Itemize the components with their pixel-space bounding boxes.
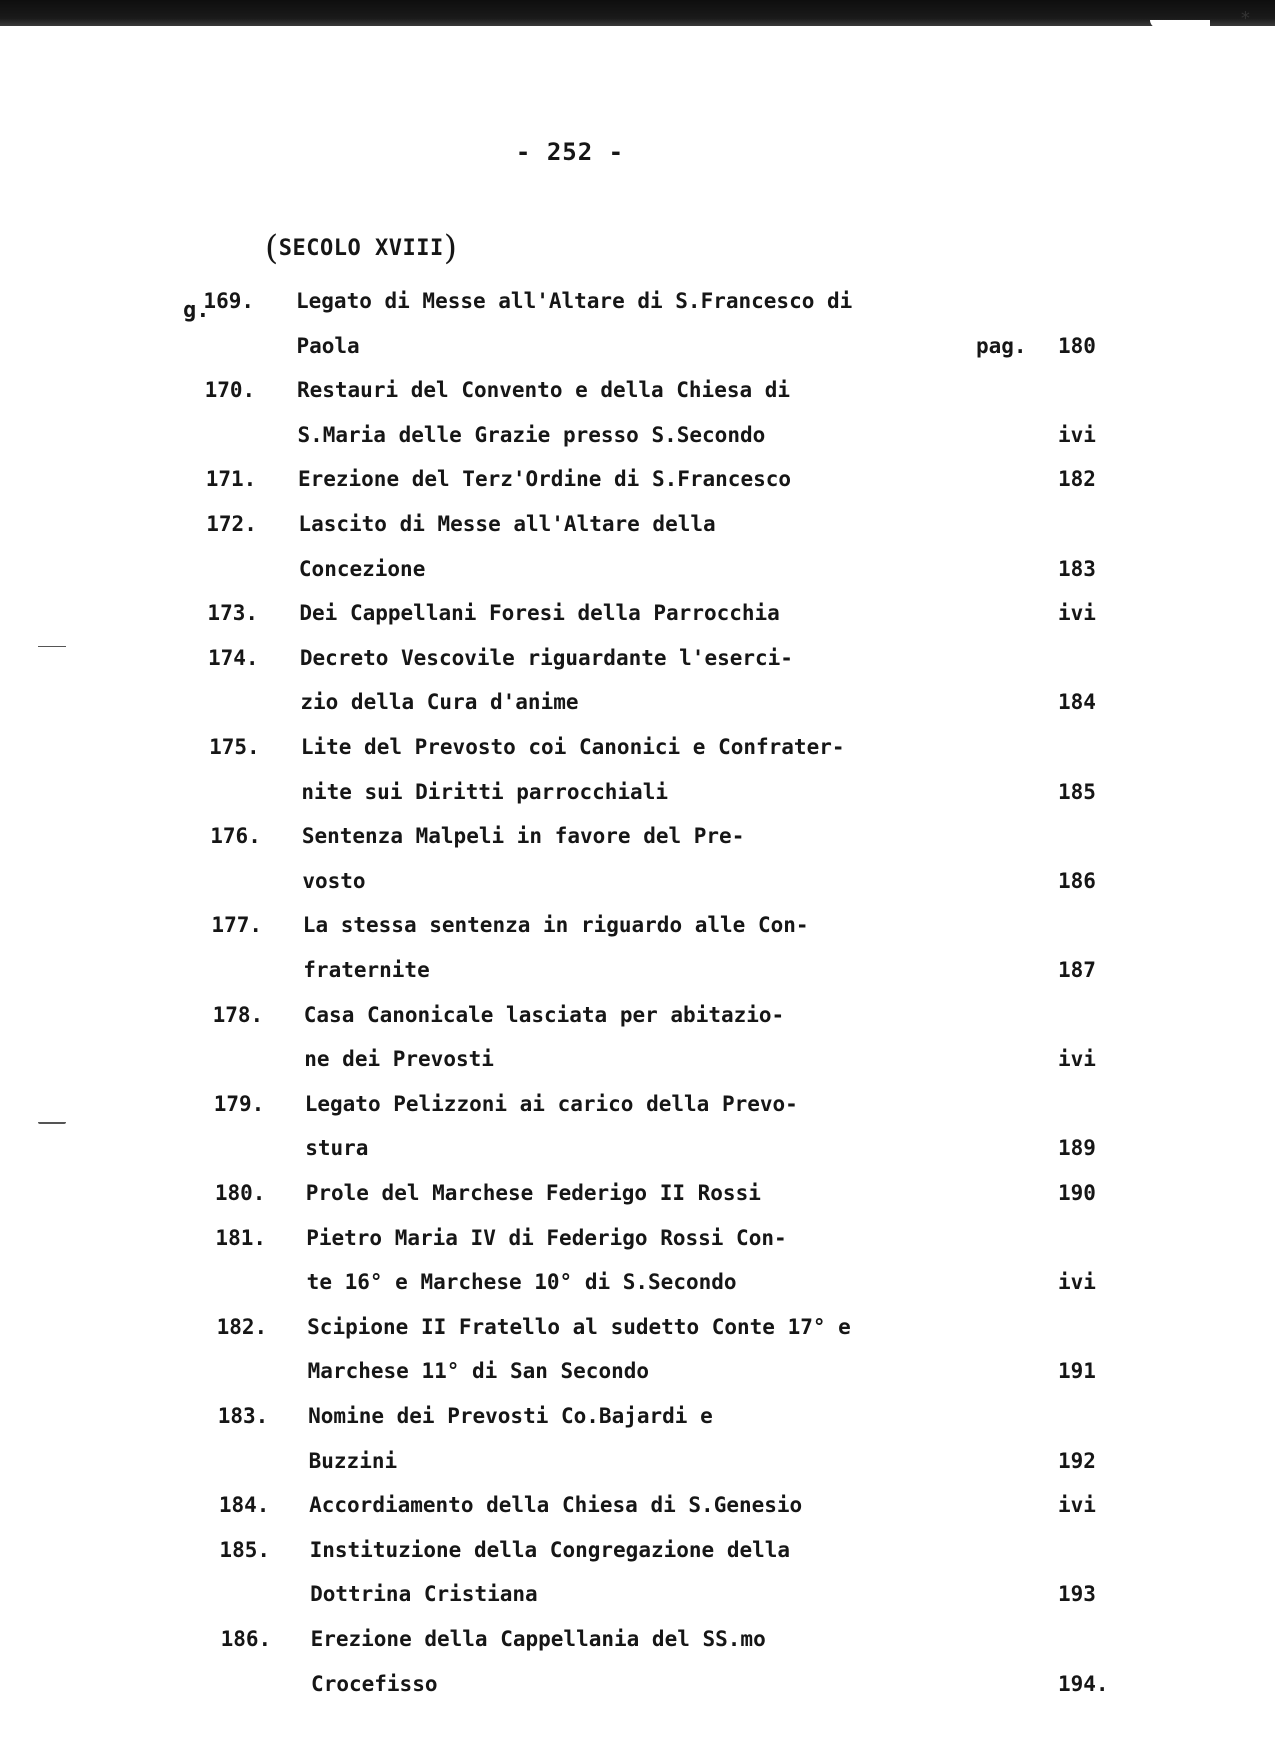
entry-page-number: 191 bbox=[1058, 1359, 1096, 1384]
index-entry-line bbox=[0, 1579, 1275, 1609]
index-entry-line bbox=[0, 286, 1275, 316]
entry-page-number: 182 bbox=[1058, 467, 1096, 492]
entry-page-number: 189 bbox=[1058, 1136, 1096, 1161]
entry-title: Decreto Vescovile riguardante l'eserci- bbox=[299, 645, 793, 670]
index-entry-line bbox=[0, 1223, 1275, 1253]
entry-number: 178. bbox=[212, 1002, 264, 1027]
index-entry-line bbox=[0, 1669, 1275, 1699]
century-label: SECOLO XVIII bbox=[278, 236, 444, 261]
entry-title: Erezione della Cappellania del SS.mo bbox=[310, 1627, 766, 1651]
index-entry-line bbox=[0, 331, 1275, 361]
pag-label: pag. bbox=[976, 333, 1027, 358]
entry-page-number: ivi bbox=[1058, 601, 1096, 626]
index-entry-line bbox=[0, 1356, 1275, 1386]
index-entry-line bbox=[0, 1000, 1275, 1030]
entry-title: La stessa sentenza in riguardo alle Con- bbox=[302, 913, 809, 938]
entry-page-number: 184 bbox=[1058, 690, 1096, 715]
entry-title: te 16° e Marchese 10° di S.Secondo bbox=[306, 1270, 737, 1295]
index-entry-line bbox=[0, 1267, 1275, 1297]
entry-number: 173. bbox=[207, 601, 258, 626]
entry-title: Lite del Prevosto coi Canonici e Confrater- bbox=[300, 735, 845, 759]
index-entry-line bbox=[0, 554, 1275, 584]
entry-number: 182. bbox=[216, 1314, 268, 1339]
index-entry-line bbox=[0, 375, 1275, 405]
entry-title: Instituzione della Congregazione della bbox=[309, 1537, 791, 1562]
entry-number: 184. bbox=[218, 1493, 270, 1518]
index-entry-line bbox=[0, 1089, 1275, 1119]
margin-mark: g. bbox=[183, 298, 210, 323]
entry-title: Accordiamento della Chiesa di S.Genesio bbox=[309, 1493, 803, 1518]
index-entry-line bbox=[0, 1401, 1275, 1431]
index-entry-line bbox=[0, 1178, 1275, 1208]
entry-page-number: 180 bbox=[1058, 333, 1096, 358]
entry-page-number: 192 bbox=[1058, 1448, 1096, 1473]
entry-title: fraternite bbox=[303, 958, 430, 982]
entry-title: Lascito di Messe all'Altare della bbox=[298, 512, 716, 536]
index-entry-line bbox=[0, 598, 1275, 628]
index-entry-line bbox=[0, 1624, 1275, 1654]
entry-page-number: 183 bbox=[1058, 556, 1096, 581]
index-entry-line bbox=[0, 910, 1275, 940]
index-entry-line bbox=[0, 1490, 1275, 1520]
index-entry-line bbox=[0, 420, 1275, 450]
entry-title: ne dei Prevosti bbox=[304, 1047, 494, 1072]
entry-number: 179. bbox=[213, 1091, 265, 1116]
entry-number: 180. bbox=[214, 1181, 266, 1205]
entry-page-number: ivi bbox=[1058, 1047, 1096, 1072]
entry-number: 171. bbox=[205, 467, 257, 492]
entry-page-number: 186 bbox=[1058, 868, 1096, 893]
entry-number: 174. bbox=[207, 645, 259, 670]
entry-page-number: ivi bbox=[1058, 422, 1096, 447]
entry-number: 177. bbox=[211, 913, 262, 938]
entry-title: vosto bbox=[302, 868, 366, 893]
entry-title: Erezione del Terz'Ordine di S.Francesco bbox=[297, 467, 792, 492]
entry-number: 176. bbox=[210, 824, 261, 849]
entry-number: 172. bbox=[206, 512, 257, 536]
entry-title: Concezione bbox=[298, 556, 426, 581]
index-entry-line bbox=[0, 1133, 1275, 1163]
entry-title: Dei Cappellani Foresi della Parrocchia bbox=[299, 601, 780, 626]
entry-number: 185. bbox=[219, 1537, 270, 1562]
entry-page-number: ivi bbox=[1058, 1270, 1096, 1295]
index-entry-line bbox=[0, 777, 1275, 807]
entry-title: Legato Pelizzoni ai carico della Prevo- bbox=[304, 1091, 798, 1116]
entry-title: Nomine dei Prevosti Co.Bajardi e bbox=[308, 1404, 713, 1428]
entry-title: Legato di Messe all'Altare di S.Francesco di bbox=[296, 289, 853, 313]
entry-title: nite sui Diritti parrocchiali bbox=[301, 779, 668, 804]
entry-title: Prole del Marchese Federigo II Rossi bbox=[305, 1181, 761, 1205]
entry-page-number: 194. bbox=[1058, 1671, 1109, 1696]
index-entry-line bbox=[0, 821, 1275, 851]
entry-title: zio della Cura d'anime bbox=[300, 690, 579, 715]
entry-title: Casa Canonicale lasciata per abitazio- bbox=[303, 1002, 785, 1027]
index-entry-line bbox=[0, 1535, 1275, 1565]
index-entry-line bbox=[0, 464, 1275, 494]
index-entry-line bbox=[0, 1044, 1275, 1074]
index-entry-line bbox=[0, 643, 1275, 673]
open-paren: ( bbox=[265, 228, 279, 268]
index-entry-line bbox=[0, 866, 1275, 896]
entry-title: Pietro Maria IV di Federigo Rossi Con- bbox=[306, 1225, 787, 1250]
entry-title: stura bbox=[305, 1136, 369, 1161]
entry-title: Scipione II Fratello al sudetto Conte 17° e bbox=[307, 1314, 851, 1339]
index-entry-line bbox=[0, 955, 1275, 985]
entry-page-number: 185 bbox=[1058, 779, 1096, 804]
entry-number: 175. bbox=[209, 735, 260, 759]
entry-number: 170. bbox=[204, 378, 256, 403]
index-entry-line bbox=[0, 509, 1275, 539]
entry-number: 186. bbox=[220, 1627, 272, 1651]
entry-title: Dottrina Cristiana bbox=[310, 1582, 538, 1607]
entry-page-number: ivi bbox=[1058, 1493, 1096, 1518]
entry-title: Paola bbox=[296, 333, 360, 358]
entry-number: 181. bbox=[215, 1225, 266, 1250]
entry-title: Crocefisso bbox=[311, 1671, 438, 1696]
entry-number: 169. bbox=[203, 289, 254, 313]
entry-title: S.Maria delle Grazie presso S.Secondo bbox=[297, 422, 766, 447]
entry-page-number: 190 bbox=[1058, 1181, 1096, 1205]
entry-title: Sentenza Malpeli in favore del Pre- bbox=[301, 824, 745, 849]
index-entry-line bbox=[0, 732, 1275, 762]
entry-title: Restauri del Convento e della Chiesa di bbox=[296, 378, 791, 403]
index-entry-line bbox=[0, 1446, 1275, 1476]
entry-title: Marchese 11° di San Secondo bbox=[307, 1359, 650, 1384]
index-entry-line bbox=[0, 1312, 1275, 1342]
entry-title: Buzzini bbox=[308, 1448, 398, 1473]
corner-mark: * bbox=[1240, 8, 1251, 29]
close-paren: ) bbox=[443, 228, 458, 268]
entry-number: 183. bbox=[217, 1404, 269, 1428]
entry-page-number: 193 bbox=[1058, 1582, 1096, 1607]
entry-page-number: 187 bbox=[1058, 958, 1096, 982]
index-entry-line bbox=[0, 687, 1275, 717]
page-number: - 252 - bbox=[515, 138, 625, 166]
